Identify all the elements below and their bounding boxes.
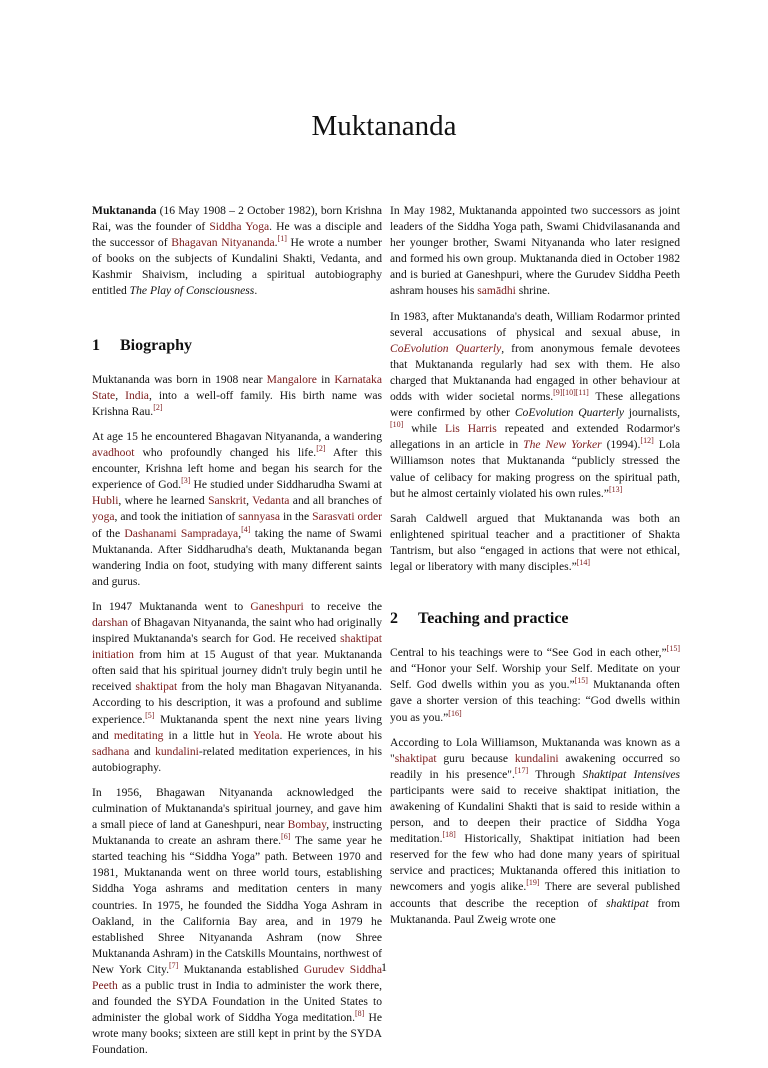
intro-paragraph: Muktananda (16 May 1908 – 2 October 1982), born Krishna Rai, was the founder of Siddha Yoga. He was a disciple and the successor of Bhagavan Nityananda.[1] He wrote a number of books on the subjects of Kundalini Shakti, Vedanta, and Kashmir Shaivism, including a spiritual autobiography entitled The Play of Consciousness. <box>92 204 383 298</box>
link-coevolution-quarterly[interactable]: CoEvolution Quarterly <box>390 341 502 355</box>
biography-paragraph: At age 15 he encountered Bhagavan Nityananda, a wandering avadhoot who profoundly changed his life.[2] After this encounter, Krishna left home and began his search for the experience of God.[3] He studied under Siddharudha Swami at Hubli, where he learned Sanskrit, Vedanta and all branches of yoga, and took the initiation of sannyasa in the Sarasvati order of the Dashanami Sampradaya,[4] taking the name of Swami Muktananda. After Siddharudha's death, Muktananda began wandering India on foot, studying with many different saints and gurus. <box>92 429 383 588</box>
page-number: 1 <box>381 960 387 974</box>
link-sadhana[interactable]: sadhana <box>92 744 130 758</box>
biography-paragraph: In May 1982, Muktananda appointed two successors as joint leaders of the Siddha Yoga path, Swami Chidvilasananda and her younger brother, Swami Nityananda who later resigned and formed his own group. Muktananda died in October 1982 and is buried at Ganeshpuri, where the Gurudev Siddha Peeth ashram houses his samādhi shrine. <box>390 204 680 298</box>
section-heading-biography: 1 Biography <box>92 336 193 354</box>
biography-paragraph: In 1947 Muktananda went to Ganeshpuri to receive the darshan of Bhagavan Nityananda, the saint who had originally inspired Muktananda's search for God. He received shaktipat initiation from him at 15 August of that year. Muktananda often said that his spiritual journey didn't truly begin until he received shaktipat from the holy man Bhagavan Nityananda. According to his description, it was a profound and sublime experience.[5] Muktananda spent the next nine years living and meditating in a little hut in Yeola. He wrote about his sadhana and kundalini-related meditation experiences, in his autobiography. <box>92 599 383 774</box>
link-shaktipat-initiation[interactable]: shaktipat initiation <box>92 632 382 662</box>
biography-paragraph: Muktananda was born in 1908 near Mangalore in Karnataka State, India, into a well-off family. His birth name was Krishna Rau.[2] <box>92 372 382 418</box>
ref-15[interactable]: [15] <box>574 676 588 686</box>
link-yoga[interactable]: yoga <box>92 510 115 524</box>
ref-17[interactable]: [17] <box>514 765 529 775</box>
left-column <box>92 203 382 1068</box>
ref-3[interactable]: [3] <box>181 476 191 486</box>
link-lis-harris[interactable]: Lis Harris <box>445 422 497 436</box>
link-india[interactable]: India <box>125 388 149 402</box>
link-kundalini[interactable]: kundalini <box>155 744 199 758</box>
ref-13[interactable]: [13] <box>608 484 623 494</box>
biography-paragraph: Sarah Caldwell argued that Muktananda was both an enlightened spiritual teacher and a practitioner of Shakta Tantrism, but also “engaged in actions that were not ethical, legal or liberatory with many disciples.”[14] <box>390 511 680 573</box>
ref-14[interactable]: [14] <box>576 558 591 568</box>
link-ganeshpuri[interactable]: Ganeshpuri <box>250 599 304 613</box>
book-title: The Play of Consciousness <box>129 284 255 298</box>
ref-4[interactable]: [4] <box>241 524 251 534</box>
link-bombay[interactable]: Bombay <box>287 818 327 832</box>
link-yeola[interactable]: Yeola <box>252 728 280 742</box>
ref-2[interactable]: [2] <box>316 444 326 454</box>
link-darshan[interactable]: darshan <box>92 615 129 629</box>
ref-12[interactable]: [12] <box>640 436 654 446</box>
ref-7[interactable]: [7] <box>168 961 179 971</box>
link-vedanta[interactable]: Vedanta <box>252 494 290 508</box>
link-shaktipat[interactable]: shaktipat <box>135 680 178 694</box>
ref-6[interactable]: [6] <box>281 832 291 842</box>
link-samadhi[interactable]: samādhi <box>477 284 516 298</box>
biography-paragraph: In 1983, after Muktananda's death, William Rodarmor printed several accusations of physical and sexual abuse, in CoEvolution Quarterly, from anonymous female devotees that Muktananda regularly had sex with them. He also charged that Muktananda had engaged in other behaviour at odds with wider societal norms.[9][10][11] These allegations were confirmed by other CoEvolution Quarterly journalists,[10] while Lis Harris repeated and extended Rodarmor's allegations in an article in The New Yorker (1994).[12] Lola Williamson notes that Muktananda “publicly stressed the value of celibacy for making progress on the spiritual path, but he almost certainly violated his own rules.”[13] <box>390 309 681 500</box>
ref-19[interactable]: [19] <box>526 878 540 888</box>
teaching-paragraph: According to Lola Williamson, Muktananda was known as a "shaktipat guru because kundalini awakening occurred so readily in his presence".[17] Through Shaktipat Intensives participants were said to receive shaktipat initiation, the awakening of Kundalini Shakti that is said to reside within a person, and to deepen their practice of Siddha Yoga meditation.[18] Historically, Shaktipat initiation had been reserved for the few who had done many years of spiritual service and practices; Muktananda offered this initiation to newcomers and yogis alike.[19] There are several published accounts that describe the reception of shaktipat from Muktananda. Paul Zweig wrote one <box>390 735 680 926</box>
ref-16[interactable]: [16] <box>448 708 462 718</box>
link-mangalore[interactable]: Mangalore <box>266 372 317 386</box>
right-column <box>390 203 680 937</box>
link-the-new-yorker[interactable]: The New Yorker <box>523 438 602 452</box>
ref-1[interactable]: [1] <box>277 234 287 244</box>
ref-9-10-11[interactable]: [9][10][11] <box>553 388 589 398</box>
ref-2[interactable]: [2] <box>153 402 163 412</box>
link-sannyasa[interactable]: sannyasa <box>238 510 281 524</box>
ref-8[interactable]: [8] <box>354 1009 365 1019</box>
ref-18[interactable]: [18] <box>442 830 456 840</box>
ref-5[interactable]: [5] <box>145 710 155 720</box>
link-siddha-yoga[interactable]: Siddha Yoga <box>209 220 270 234</box>
link-bhagavan-nityananda[interactable]: Bhagavan Nityananda <box>171 236 275 250</box>
link-gurudev-siddha-peeth[interactable]: Gurudev Siddha Peeth <box>92 962 382 993</box>
link-dashanami-sampradaya[interactable]: Dashanami Sampradaya <box>124 526 239 540</box>
biography-paragraph: In 1956, Bhagawan Nityananda acknowledged the culmination of Muktananda's spiritual journey, and gave him a small piece of land at Ganeshpuri, near Bombay, instructing Muktananda to create an ashram there.[6] The same year he started teaching his “Siddha Yoga” path. Between 1970 and 1981, Muktananda went on three world tours, establishing Siddha Yoga ashrams and meditation centers in many countries. In 1975, he founded the Siddha Yoga Ashram in Oakland, in the California Bay area, and in 1979 he established Shree Nityananda Ashram (now Shree Muktananda Ashram) in the Catskills Mountains, northwest of New York City.[7] Muktananda established Gurudev Siddha Peeth as a public trust in India to administer the work there, and founded the SYDA Foundation in the United States to administer the global work of Siddha Yoga meditation.[8] He wrote many books; sixteen are still kept in print by the SYDA Foundation. <box>92 785 383 1057</box>
link-avadhoot[interactable]: avadhoot <box>92 446 135 460</box>
link-karnataka[interactable]: Karnataka State <box>92 372 382 402</box>
link-meditating[interactable]: meditating <box>113 728 164 742</box>
teaching-paragraph: Central to his teachings were to “See God in each other,”[15] and “Honor your Self. Worship your Self. Meditate on your Self. God dwells within you as you.”[15] Muktananda often gave a shorter version of this teaching: “God dwells within you as you.”[16] <box>390 644 680 724</box>
link-sanskrit[interactable]: Sanskrit <box>208 494 247 508</box>
article-subject: Muktananda <box>92 204 157 217</box>
link-shaktipat[interactable]: shaktipat <box>394 751 437 765</box>
ref-10[interactable]: [10] <box>390 420 404 430</box>
link-hubli[interactable]: Hubli <box>92 494 119 508</box>
link-sarasvati-order[interactable]: Sarasvati order <box>312 510 383 524</box>
page-title: Muktananda <box>311 110 457 142</box>
link-kundalini[interactable]: kundalini <box>514 751 559 765</box>
section-heading-teaching: 2 Teaching and practice <box>390 610 569 628</box>
ref-15[interactable]: [15] <box>666 644 680 654</box>
